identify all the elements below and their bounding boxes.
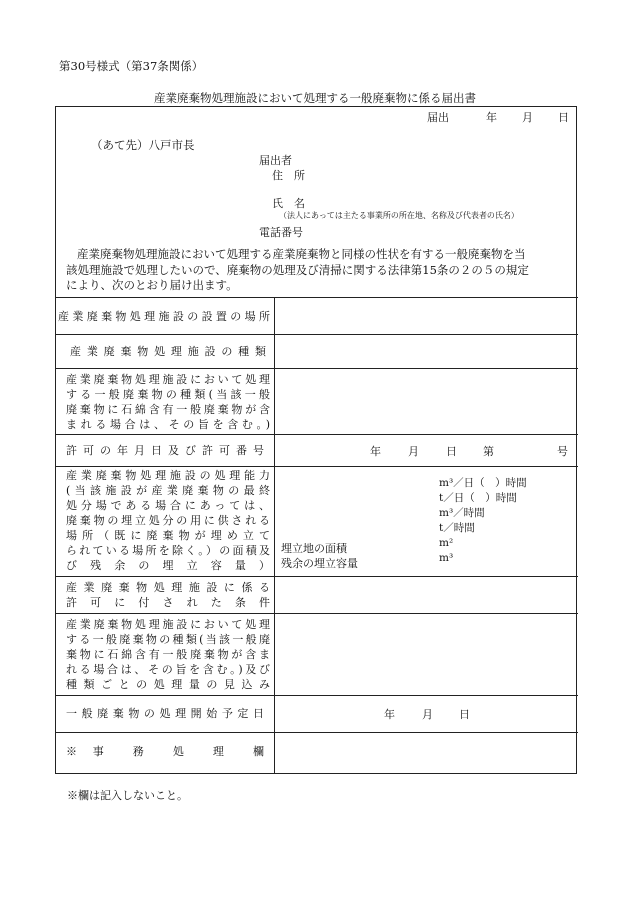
document-title: 産業廃棄物処理施設において処理する一般廃棄物に係る届出書 — [154, 91, 476, 105]
label-line: 廃棄物に石綿含有一般廃棄物が含 — [66, 403, 270, 416]
unit-line: m² — [439, 537, 454, 549]
permit-month: 月 — [408, 445, 419, 458]
label-line: 産業廃棄物処理施設の設置の場所 — [58, 310, 270, 323]
label-capacity — [66, 468, 270, 573]
row-divider — [55, 613, 578, 614]
label-line: 許可の年月日及び許可番号 — [66, 444, 264, 457]
intro-text — [66, 247, 576, 294]
row-divider — [55, 466, 578, 467]
unit-line: t／日（ ）時間 — [439, 492, 517, 504]
remaining-capacity-label: 残余の埋立容量 — [281, 557, 358, 570]
permit-go: 号 — [557, 445, 568, 458]
label-line: 一般廃棄物の処理開始予定日 — [66, 707, 264, 720]
label-line: 産業廃棄物処理施設において処理 — [66, 618, 270, 631]
unit-line: m³ — [439, 552, 454, 564]
row-divider — [55, 334, 578, 335]
label-office — [66, 744, 264, 759]
label-line: られている場所を除く。）の面積及 — [66, 544, 270, 557]
label-conditions — [66, 580, 270, 610]
row-divider — [55, 434, 578, 435]
label-line: する一般廃棄物の種類(当該一般 — [66, 388, 270, 401]
footnote: ※欄は記入しないこと。 — [67, 789, 188, 802]
label-line: 棄物に石綿含有一般廃棄物が含ま — [66, 648, 270, 661]
label-facility-type — [70, 344, 266, 359]
unit-line: m³／時間 — [439, 507, 485, 519]
address-label: 住 所 — [272, 169, 305, 182]
intro-line: 産業廃棄物処理施設において処理する産業廃棄物と同様の性状を有する一般廃棄物を当 — [77, 247, 526, 261]
form-number: 第30号様式（第37条関係） — [59, 59, 204, 73]
label-line: 種類ごとの処理量の見込み — [66, 678, 270, 691]
label-line: 場所（既に廃棄物が埋め立て — [66, 529, 270, 542]
row-divider — [55, 576, 578, 577]
permit-day: 日 — [446, 445, 457, 458]
label-line: 許可に付された条件 — [66, 596, 270, 609]
label-line: 産業廃棄物処理施設の処理能力 — [66, 469, 270, 482]
column-divider — [274, 297, 275, 774]
start-month: 月 — [422, 708, 433, 721]
label-line: れる場合は、その旨を含む。)及び — [66, 663, 270, 676]
row-divider — [55, 297, 578, 298]
label-waste-type — [66, 372, 270, 432]
unit-line: m³／日（ ）時間 — [439, 477, 527, 489]
label-waste-amount — [66, 617, 270, 692]
row-divider — [55, 368, 578, 369]
start-day: 日 — [459, 708, 470, 721]
intro-line: 該処理施設で処理したいので、廃棄物の処理及び清掃に関する法律第15条の２の５の規定 — [66, 262, 529, 277]
start-year: 年 — [384, 708, 395, 721]
row-divider — [55, 695, 578, 696]
label-location — [58, 309, 270, 324]
label-line: 産業廃棄物処理施設において処理 — [66, 373, 270, 386]
date-label: 届出 — [427, 111, 449, 124]
label-start-date — [66, 706, 264, 721]
notifier-label: 届出者 — [259, 154, 292, 167]
name-note: （法人にあっては主たる事業所の所在地、名称及び代表者の氏名） — [279, 211, 519, 220]
label-line: び残余の埋立容量） — [66, 559, 270, 572]
capacity-units — [439, 476, 527, 566]
label-line: 産業廃棄物処理施設の種類 — [70, 345, 266, 358]
date-year: 年 — [486, 111, 497, 124]
phone-label: 電話番号 — [259, 226, 303, 239]
addressee: （あて先）八戸市長 — [91, 138, 195, 152]
row-divider — [55, 732, 578, 733]
name-label: 氏 名 — [272, 197, 305, 210]
label-line: 処分場である場合にあっては、 — [66, 499, 270, 512]
label-line: ※ 事 務 処 理 欄 — [66, 745, 264, 758]
permit-year: 年 — [370, 445, 381, 458]
date-day: 日 — [558, 111, 569, 124]
label-line: 産業廃棄物処理施設に係る — [66, 581, 270, 594]
label-permit — [66, 443, 264, 458]
date-month: 月 — [522, 111, 533, 124]
unit-line: t／時間 — [439, 522, 475, 534]
permit-no: 第 — [483, 445, 494, 458]
label-line: まれる場合は、その旨を含む。) — [66, 418, 270, 431]
label-line: する一般廃棄物の種類(当該一般廃 — [66, 633, 270, 646]
intro-line: により、次のとおり届け出ます。 — [66, 278, 238, 292]
landfill-area-label: 埋立地の面積 — [281, 542, 347, 555]
label-line: (当該施設が産業廃棄物の最終 — [66, 484, 270, 497]
label-line: 廃棄物の埋立処分の用に供される — [66, 514, 270, 527]
